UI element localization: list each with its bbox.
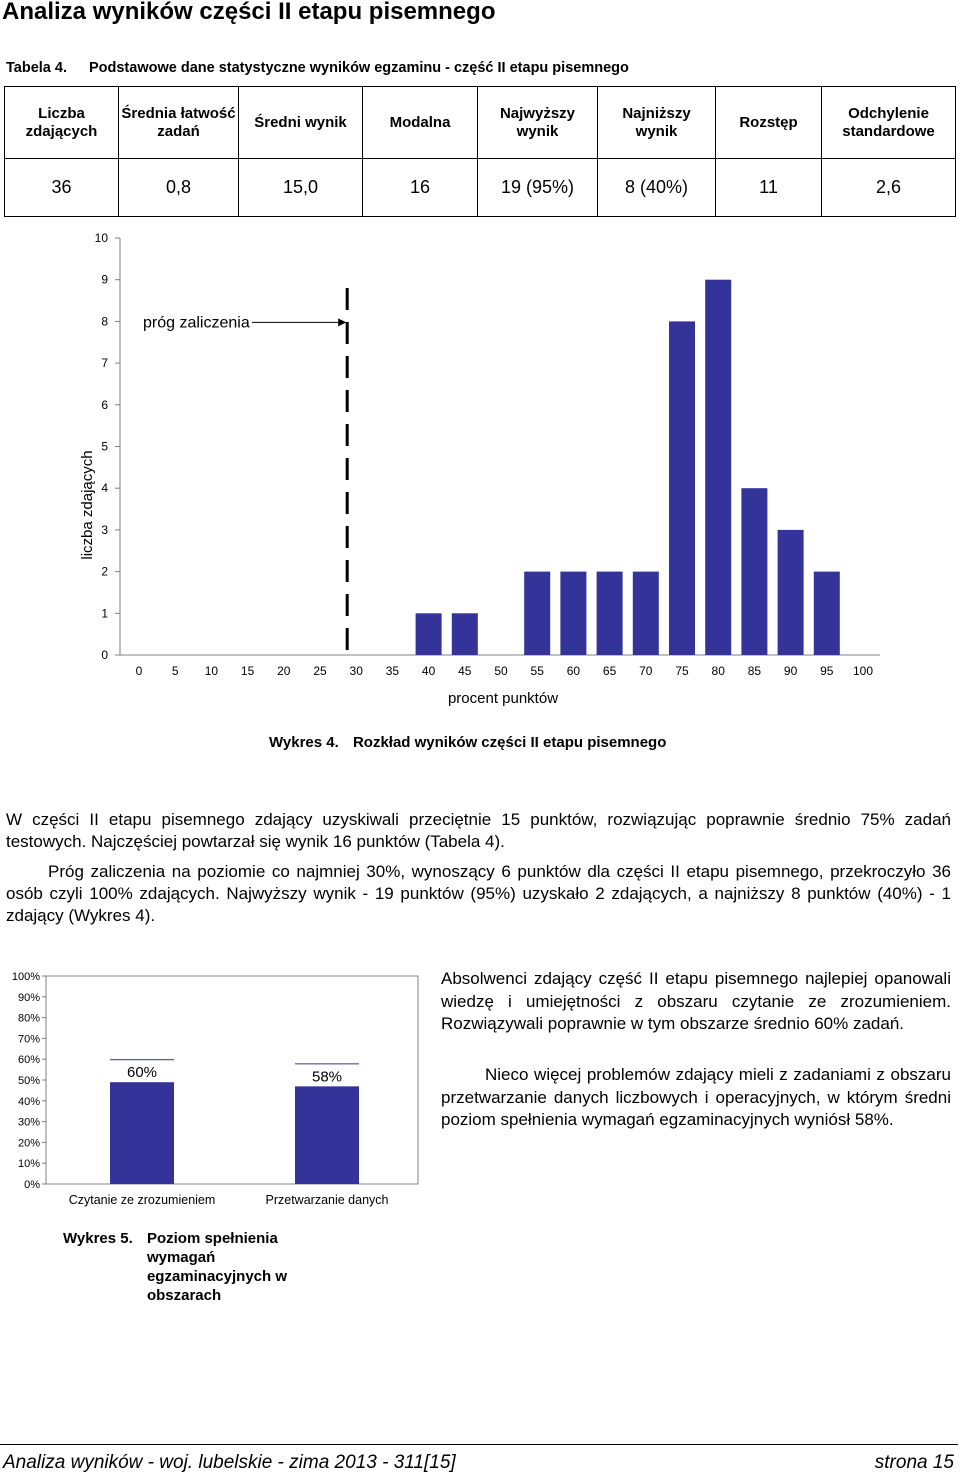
histogram-bar: [741, 488, 767, 655]
x-tick-label: 30: [349, 664, 363, 678]
y-tick-label: 10: [94, 231, 108, 245]
y-tick-label: 0: [101, 648, 108, 662]
x-tick-label: 55: [530, 664, 544, 678]
value-cell: 15,0: [239, 159, 363, 217]
table-caption-label: Tabela 4.: [6, 60, 67, 76]
chart1-caption-label: Wykres 4.: [269, 734, 339, 751]
y-tick-label: 9: [101, 272, 108, 287]
x-tick-label: 70: [639, 664, 653, 678]
histogram-bar: [705, 280, 731, 655]
x-tick-label: 0: [135, 664, 143, 678]
stats-table: [4, 86, 956, 217]
y-tick-label: 40%: [17, 1095, 40, 1108]
y-tick-label: 30%: [17, 1116, 40, 1129]
x-tick-label: 35: [385, 664, 400, 678]
histogram-bar: [633, 572, 659, 655]
paragraph: W części II etapu pisemnego zdający uzyskiwali przeciętnie 15 punktów, rozwiązując poprawnie średnio 75% zadań testowych. Najczęściej powtarzał się wynik 16 punktów (Tabela 4).: [6, 810, 951, 851]
page-footer: [0, 1444, 958, 1479]
side-paragraph: Absolwenci zdający część II etapu pisemnego najlepiej opanowali wiedzę i umiejętności z obszaru czytanie ze zrozumieniem. Rozwiązywali poprawnie w tym obszarze średnio 60% zadań.: [441, 969, 951, 1033]
y-tick-label: 70%: [17, 1033, 40, 1046]
x-axis-label: procent punktów: [447, 690, 559, 707]
y-tick-label: 100%: [11, 971, 40, 983]
y-tick-label: 0%: [24, 1179, 40, 1191]
stats-header-row: [5, 87, 956, 159]
x-tick-label: 45: [458, 664, 472, 678]
data-label: 60%: [126, 1064, 158, 1082]
chart2-caption: [63, 1229, 337, 1305]
y-tick-label: 7: [101, 356, 108, 371]
histogram-bar: [597, 572, 623, 655]
table-caption-title: Podstawowe dane statystyczne wyników egzaminu - część II etapu pisemnego: [88, 60, 629, 76]
areas-bar-chart: [0, 965, 430, 1215]
x-tick-label: 40: [421, 664, 436, 678]
footer-page-number: strona 15: [874, 1452, 954, 1473]
data-label: 58%: [311, 1068, 343, 1086]
value-cell: 2,6: [822, 159, 956, 217]
side-paragraph: Nieco więcej problemów zdający mieli z zadaniami z obszaru przetwarzanie danych liczbowych i operacyjnych, w którym średni poziom spełnienia wymagań egzaminacyjnych wyniósł 58%.: [441, 1065, 951, 1129]
y-tick-label: 20%: [17, 1137, 40, 1150]
histogram-bar: [778, 530, 804, 655]
y-tick-label: 2: [101, 564, 108, 579]
footer-document-info: Analiza wyników - woj. lubelskie - zima 2013 - 311[15]: [3, 1452, 456, 1473]
y-tick-label: 5: [101, 439, 108, 454]
header-cell: Średni wynik: [239, 87, 363, 159]
x-tick-label: 75: [675, 664, 689, 678]
category-label: Przetwarzanie danych: [265, 1193, 389, 1207]
x-tick-label: 65: [602, 664, 617, 678]
chart2-caption-title: Poziom spełnienia wymagań egzaminacyjnych w obszarach: [146, 1230, 288, 1304]
page-title: Analiza wyników części II etapu pisemnego: [2, 0, 496, 25]
stats-value-row: [5, 159, 956, 217]
chart2-caption-label: Wykres 5.: [63, 1230, 133, 1247]
y-tick-label: 60%: [17, 1054, 40, 1067]
header-cell: Najwyższy wynik: [478, 87, 598, 159]
x-tick-label: 90: [783, 664, 798, 678]
value-cell: 19 (95%): [478, 159, 598, 217]
x-tick-label: 15: [240, 664, 255, 678]
x-tick-label: 10: [204, 664, 219, 678]
x-tick-label: 100: [852, 664, 874, 678]
category-label: Czytanie ze zrozumieniem: [68, 1193, 216, 1207]
header-cell: Najniższy wynik: [598, 87, 716, 159]
chart1-caption-title: Rozkład wyników części II etapu pisemnego: [352, 734, 667, 751]
x-tick-label: 60: [566, 664, 581, 678]
histogram-bar: [560, 572, 586, 655]
header-cell: Modalna: [363, 87, 478, 159]
x-tick-label: 95: [820, 664, 834, 678]
y-axis-label: liczba zdających: [79, 450, 96, 560]
histogram-bar: [416, 613, 442, 655]
value-cell: 16: [363, 159, 478, 217]
x-tick-label: 20: [277, 664, 291, 678]
chart1-caption: [269, 734, 666, 751]
value-cell: 8 (40%): [598, 159, 716, 217]
header-cell: Liczba zdających: [5, 87, 119, 159]
y-tick-label: 4: [101, 481, 108, 496]
x-tick-label: 25: [313, 664, 327, 678]
y-tick-label: 1: [101, 606, 108, 621]
x-tick-label: 5: [171, 664, 179, 678]
header-cell: Średnia łatwość zadań: [119, 87, 239, 159]
y-tick-label: 50%: [17, 1075, 40, 1087]
x-tick-label: 80: [711, 664, 725, 678]
x-tick-label: 50: [494, 664, 508, 678]
value-cell: 36: [5, 159, 119, 217]
y-tick-label: 80%: [17, 1012, 40, 1025]
histogram-bar: [669, 321, 695, 655]
y-tick-label: 8: [101, 314, 108, 329]
header-cell: Odchylenie standardowe: [822, 87, 956, 159]
x-tick-label: 85: [747, 664, 762, 678]
paragraph: Próg zaliczenia na poziomie co najmniej 30%, wynoszący 6 punktów dla części II etapu pisemnego, przekroczyło 36 osób czyli 100% zdających. Najwyższy wynik - 19 punktów (95%) uzyskało 2 zdających, a najniższy 8 punktów (40%) - 1 zdający (Wykres 4).: [6, 862, 951, 925]
table-caption: [6, 60, 629, 76]
y-tick-label: 3: [101, 522, 108, 537]
histogram-bar: [524, 572, 550, 655]
results-histogram-chart: [0, 215, 960, 710]
value-cell: 11: [716, 159, 822, 217]
threshold-label: próg zaliczenia: [143, 314, 250, 332]
histogram-bar: [814, 572, 840, 655]
y-tick-label: 6: [101, 397, 108, 412]
plot-frame: [46, 976, 418, 1184]
y-tick-label: 90%: [17, 991, 40, 1004]
header-cell: Rozstęp: [716, 87, 822, 159]
histogram-bar: [452, 613, 478, 655]
y-tick-label: 10%: [17, 1158, 40, 1171]
value-cell: 0,8: [119, 159, 239, 217]
